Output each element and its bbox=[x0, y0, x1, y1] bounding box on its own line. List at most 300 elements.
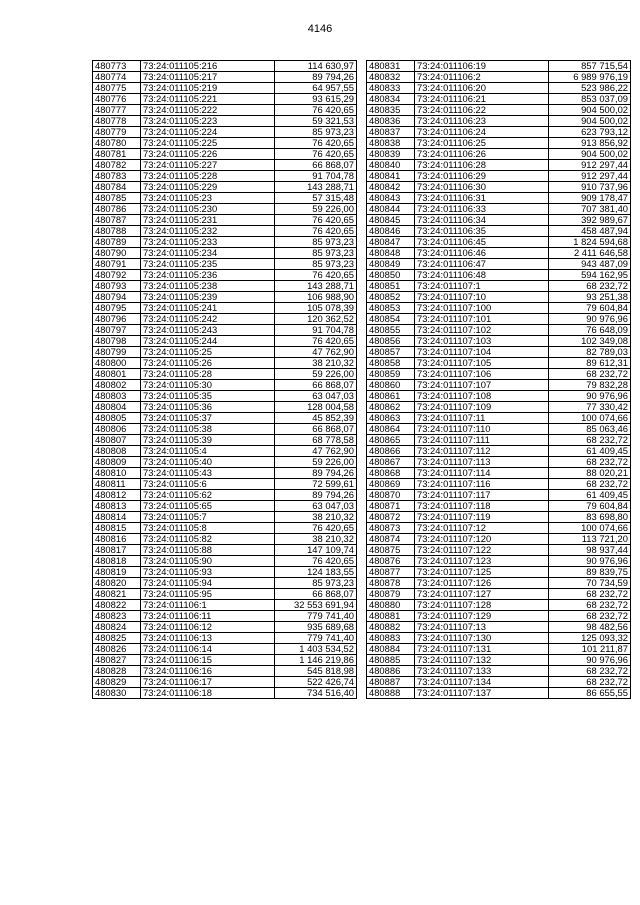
table-row bbox=[93, 611, 357, 622]
value-cell: 79 832,28 bbox=[549, 380, 631, 391]
table-row bbox=[93, 600, 357, 611]
register-table-left bbox=[92, 60, 357, 699]
row-number-cell: 480832 bbox=[367, 72, 415, 83]
value-cell: 120 362,52 bbox=[275, 314, 357, 325]
value-cell: 85 063,46 bbox=[549, 424, 631, 435]
table-row bbox=[93, 545, 357, 556]
row-number-cell: 480856 bbox=[367, 336, 415, 347]
cadastral-number-cell: 73:24:011105:39 bbox=[141, 435, 275, 446]
cadastral-number-cell: 73:24:011107:12 bbox=[415, 523, 549, 534]
row-number-cell: 480811 bbox=[93, 479, 141, 490]
value-cell: 98 482,56 bbox=[549, 622, 631, 633]
row-number-cell: 480872 bbox=[367, 512, 415, 523]
cadastral-number-cell: 73:24:011105:38 bbox=[141, 424, 275, 435]
table-row bbox=[367, 281, 631, 292]
row-number-cell: 480803 bbox=[93, 391, 141, 402]
row-number-cell: 480789 bbox=[93, 237, 141, 248]
table-row bbox=[93, 556, 357, 567]
value-cell: 89 612,31 bbox=[549, 358, 631, 369]
row-number-cell: 480810 bbox=[93, 468, 141, 479]
row-number-cell: 480802 bbox=[93, 380, 141, 391]
row-number-cell: 480785 bbox=[93, 193, 141, 204]
row-number-cell: 480854 bbox=[367, 314, 415, 325]
value-cell: 623 793,12 bbox=[549, 127, 631, 138]
value-cell: 734 516,40 bbox=[275, 688, 357, 699]
table-row bbox=[93, 479, 357, 490]
row-number-cell: 480805 bbox=[93, 413, 141, 424]
value-cell: 38 210,32 bbox=[275, 534, 357, 545]
row-number-cell: 480822 bbox=[93, 600, 141, 611]
cadastral-number-cell: 73:24:011105:90 bbox=[141, 556, 275, 567]
cadastral-number-cell: 73:24:011107:128 bbox=[415, 600, 549, 611]
cadastral-number-cell: 73:24:011105:36 bbox=[141, 402, 275, 413]
row-number-cell: 480852 bbox=[367, 292, 415, 303]
value-cell: 128 004,58 bbox=[275, 402, 357, 413]
cadastral-number-cell: 73:24:011106:23 bbox=[415, 116, 549, 127]
table-row bbox=[367, 655, 631, 666]
cadastral-number-cell: 73:24:011106:12 bbox=[141, 622, 275, 633]
row-number-cell: 480844 bbox=[367, 204, 415, 215]
value-cell: 90 976,96 bbox=[549, 655, 631, 666]
cadastral-number-cell: 73:24:011107:120 bbox=[415, 534, 549, 545]
cadastral-number-cell: 73:24:011106:1 bbox=[141, 600, 275, 611]
cadastral-number-cell: 73:24:011105:230 bbox=[141, 204, 275, 215]
cadastral-number-cell: 73:24:011105:229 bbox=[141, 182, 275, 193]
table-row bbox=[367, 435, 631, 446]
cadastral-number-cell: 73:24:011107:122 bbox=[415, 545, 549, 556]
table-row bbox=[93, 589, 357, 600]
row-number-cell: 480783 bbox=[93, 171, 141, 182]
value-cell: 85 973,23 bbox=[275, 237, 357, 248]
value-cell: 124 183,55 bbox=[275, 567, 357, 578]
row-number-cell: 480865 bbox=[367, 435, 415, 446]
value-cell: 912 297,44 bbox=[549, 171, 631, 182]
cadastral-number-cell: 73:24:011106:47 bbox=[415, 259, 549, 270]
cadastral-number-cell: 73:24:011105:243 bbox=[141, 325, 275, 336]
cadastral-number-cell: 73:24:011106:18 bbox=[141, 688, 275, 699]
table-row bbox=[367, 127, 631, 138]
value-cell: 522 426,74 bbox=[275, 677, 357, 688]
value-cell: 63 047,03 bbox=[275, 501, 357, 512]
row-number-cell: 480814 bbox=[93, 512, 141, 523]
row-number-cell: 480821 bbox=[93, 589, 141, 600]
value-cell: 64 957,55 bbox=[275, 83, 357, 94]
value-cell: 114 630,97 bbox=[275, 61, 357, 72]
value-cell: 66 868,07 bbox=[275, 424, 357, 435]
cadastral-number-cell: 73:24:011106:19 bbox=[415, 61, 549, 72]
row-number-cell: 480863 bbox=[367, 413, 415, 424]
cadastral-number-cell: 73:24:011106:28 bbox=[415, 160, 549, 171]
value-cell: 2 411 646,58 bbox=[549, 248, 631, 259]
table-row bbox=[367, 270, 631, 281]
table-row bbox=[367, 523, 631, 534]
table-row bbox=[93, 534, 357, 545]
cadastral-number-cell: 73:24:011106:13 bbox=[141, 633, 275, 644]
row-number-cell: 480851 bbox=[367, 281, 415, 292]
value-cell: 76 420,65 bbox=[275, 270, 357, 281]
row-number-cell: 480792 bbox=[93, 270, 141, 281]
row-number-cell: 480837 bbox=[367, 127, 415, 138]
cadastral-number-cell: 73:24:011105:216 bbox=[141, 61, 275, 72]
cadastral-number-cell: 73:24:011105:224 bbox=[141, 127, 275, 138]
table-row bbox=[367, 677, 631, 688]
row-number-cell: 480846 bbox=[367, 226, 415, 237]
value-cell: 85 973,23 bbox=[275, 259, 357, 270]
value-cell: 76 420,65 bbox=[275, 556, 357, 567]
value-cell: 113 721,20 bbox=[549, 534, 631, 545]
value-cell: 76 420,65 bbox=[275, 149, 357, 160]
register-table-right-body bbox=[367, 61, 631, 699]
row-number-cell: 480794 bbox=[93, 292, 141, 303]
row-number-cell: 480778 bbox=[93, 116, 141, 127]
table-row bbox=[367, 303, 631, 314]
cadastral-number-cell: 73:24:011107:102 bbox=[415, 325, 549, 336]
value-cell: 76 420,65 bbox=[275, 336, 357, 347]
row-number-cell: 480804 bbox=[93, 402, 141, 413]
table-row bbox=[93, 402, 357, 413]
value-cell: 89 794,26 bbox=[275, 490, 357, 501]
table-row bbox=[93, 336, 357, 347]
row-number-cell: 480775 bbox=[93, 83, 141, 94]
row-number-cell: 480776 bbox=[93, 94, 141, 105]
cadastral-number-cell: 73:24:011107:1 bbox=[415, 281, 549, 292]
cadastral-number-cell: 73:24:011105:238 bbox=[141, 281, 275, 292]
row-number-cell: 480857 bbox=[367, 347, 415, 358]
value-cell: 943 487,09 bbox=[549, 259, 631, 270]
row-number-cell: 480839 bbox=[367, 149, 415, 160]
cadastral-number-cell: 73:24:011107:118 bbox=[415, 501, 549, 512]
table-row bbox=[367, 413, 631, 424]
row-number-cell: 480860 bbox=[367, 380, 415, 391]
cadastral-number-cell: 73:24:011107:125 bbox=[415, 567, 549, 578]
cadastral-number-cell: 73:24:011107:106 bbox=[415, 369, 549, 380]
table-row bbox=[367, 446, 631, 457]
value-cell: 707 381,40 bbox=[549, 204, 631, 215]
value-cell: 32 553 691,94 bbox=[275, 600, 357, 611]
row-number-cell: 480836 bbox=[367, 116, 415, 127]
table-row bbox=[367, 292, 631, 303]
value-cell: 61 409,45 bbox=[549, 490, 631, 501]
cadastral-number-cell: 73:24:011105:88 bbox=[141, 545, 275, 556]
value-cell: 68 232,72 bbox=[549, 600, 631, 611]
row-number-cell: 480835 bbox=[367, 105, 415, 116]
cadastral-number-cell: 73:24:011105:37 bbox=[141, 413, 275, 424]
table-row bbox=[93, 83, 357, 94]
row-number-cell: 480867 bbox=[367, 457, 415, 468]
value-cell: 68 232,72 bbox=[549, 611, 631, 622]
value-cell: 1 403 534,52 bbox=[275, 644, 357, 655]
value-cell: 91 704,78 bbox=[275, 171, 357, 182]
value-cell: 38 210,32 bbox=[275, 358, 357, 369]
row-number-cell: 480777 bbox=[93, 105, 141, 116]
table-row bbox=[367, 248, 631, 259]
cadastral-number-cell: 73:24:011107:100 bbox=[415, 303, 549, 314]
cadastral-number-cell: 73:24:011106:34 bbox=[415, 215, 549, 226]
cadastral-number-cell: 73:24:011105:217 bbox=[141, 72, 275, 83]
table-row bbox=[93, 644, 357, 655]
row-number-cell: 480866 bbox=[367, 446, 415, 457]
value-cell: 904 500,02 bbox=[549, 116, 631, 127]
table-row bbox=[367, 578, 631, 589]
value-cell: 89 794,26 bbox=[275, 468, 357, 479]
table-row bbox=[93, 578, 357, 589]
table-row bbox=[367, 600, 631, 611]
row-number-cell: 480848 bbox=[367, 248, 415, 259]
row-number-cell: 480795 bbox=[93, 303, 141, 314]
row-number-cell: 480808 bbox=[93, 446, 141, 457]
cadastral-number-cell: 73:24:011105:241 bbox=[141, 303, 275, 314]
value-cell: 545 818,98 bbox=[275, 666, 357, 677]
cadastral-number-cell: 73:24:011105:234 bbox=[141, 248, 275, 259]
table-row bbox=[367, 369, 631, 380]
table-row bbox=[93, 655, 357, 666]
value-cell: 392 989,67 bbox=[549, 215, 631, 226]
cadastral-number-cell: 73:24:011105:95 bbox=[141, 589, 275, 600]
row-number-cell: 480855 bbox=[367, 325, 415, 336]
cadastral-number-cell: 73:24:011106:21 bbox=[415, 94, 549, 105]
row-number-cell: 480816 bbox=[93, 534, 141, 545]
page-number: 4146 bbox=[307, 23, 333, 35]
table-row bbox=[93, 303, 357, 314]
value-cell: 6 989 976,19 bbox=[549, 72, 631, 83]
cadastral-number-cell: 73:24:011107:134 bbox=[415, 677, 549, 688]
cadastral-number-cell: 73:24:011105:232 bbox=[141, 226, 275, 237]
cadastral-number-cell: 73:24:011105:93 bbox=[141, 567, 275, 578]
row-number-cell: 480796 bbox=[93, 314, 141, 325]
table-row bbox=[93, 424, 357, 435]
table-row bbox=[367, 171, 631, 182]
cadastral-number-cell: 73:24:011106:24 bbox=[415, 127, 549, 138]
cadastral-number-cell: 73:24:011105:23 bbox=[141, 193, 275, 204]
cadastral-number-cell: 73:24:011106:16 bbox=[141, 666, 275, 677]
value-cell: 68 232,72 bbox=[549, 589, 631, 600]
row-number-cell: 480880 bbox=[367, 600, 415, 611]
table-row bbox=[367, 259, 631, 270]
cadastral-number-cell: 73:24:011107:110 bbox=[415, 424, 549, 435]
row-number-cell: 480859 bbox=[367, 369, 415, 380]
row-number-cell: 480793 bbox=[93, 281, 141, 292]
row-number-cell: 480817 bbox=[93, 545, 141, 556]
table-row bbox=[93, 61, 357, 72]
value-cell: 66 868,07 bbox=[275, 589, 357, 600]
table-row bbox=[367, 72, 631, 83]
value-cell: 85 973,23 bbox=[275, 578, 357, 589]
cadastral-number-cell: 73:24:011106:30 bbox=[415, 182, 549, 193]
cadastral-number-cell: 73:24:011105:221 bbox=[141, 94, 275, 105]
cadastral-number-cell: 73:24:011105:233 bbox=[141, 237, 275, 248]
table-row bbox=[367, 391, 631, 402]
cadastral-number-cell: 73:24:011107:114 bbox=[415, 468, 549, 479]
row-number-cell: 480831 bbox=[367, 61, 415, 72]
cadastral-number-cell: 73:24:011107:129 bbox=[415, 611, 549, 622]
cadastral-number-cell: 73:24:011105:225 bbox=[141, 138, 275, 149]
value-cell: 102 349,08 bbox=[549, 336, 631, 347]
cadastral-number-cell: 73:24:011105:239 bbox=[141, 292, 275, 303]
value-cell: 47 762,90 bbox=[275, 446, 357, 457]
value-cell: 1 146 219,86 bbox=[275, 655, 357, 666]
row-number-cell: 480826 bbox=[93, 644, 141, 655]
value-cell: 38 210,32 bbox=[275, 512, 357, 523]
table-row bbox=[93, 457, 357, 468]
table-row bbox=[93, 512, 357, 523]
cadastral-number-cell: 73:24:011105:244 bbox=[141, 336, 275, 347]
value-cell: 90 976,96 bbox=[549, 391, 631, 402]
cadastral-number-cell: 73:24:011105:30 bbox=[141, 380, 275, 391]
cadastral-number-cell: 73:24:011105:231 bbox=[141, 215, 275, 226]
table-row bbox=[367, 534, 631, 545]
value-cell: 70 734,59 bbox=[549, 578, 631, 589]
cadastral-number-cell: 73:24:011106:11 bbox=[141, 611, 275, 622]
table-row bbox=[367, 633, 631, 644]
cadastral-number-cell: 73:24:011107:126 bbox=[415, 578, 549, 589]
value-cell: 79 604,84 bbox=[549, 501, 631, 512]
cadastral-number-cell: 73:24:011105:35 bbox=[141, 391, 275, 402]
table-row bbox=[367, 402, 631, 413]
row-number-cell: 480878 bbox=[367, 578, 415, 589]
row-number-cell: 480870 bbox=[367, 490, 415, 501]
table-row bbox=[367, 611, 631, 622]
table-row bbox=[93, 105, 357, 116]
table-row bbox=[93, 413, 357, 424]
table-row bbox=[93, 138, 357, 149]
table-row bbox=[367, 237, 631, 248]
value-cell: 59 226,00 bbox=[275, 369, 357, 380]
table-row bbox=[367, 83, 631, 94]
row-number-cell: 480873 bbox=[367, 523, 415, 534]
cadastral-number-cell: 73:24:011107:111 bbox=[415, 435, 549, 446]
row-number-cell: 480864 bbox=[367, 424, 415, 435]
cadastral-number-cell: 73:24:011106:48 bbox=[415, 270, 549, 281]
cadastral-number-cell: 73:24:011107:137 bbox=[415, 688, 549, 699]
table-row bbox=[93, 325, 357, 336]
row-number-cell: 480876 bbox=[367, 556, 415, 567]
value-cell: 68 232,72 bbox=[549, 677, 631, 688]
value-cell: 93 251,38 bbox=[549, 292, 631, 303]
table-row bbox=[93, 292, 357, 303]
table-row bbox=[93, 182, 357, 193]
table-row bbox=[367, 182, 631, 193]
value-cell: 904 500,02 bbox=[549, 105, 631, 116]
cadastral-number-cell: 73:24:011107:10 bbox=[415, 292, 549, 303]
value-cell: 86 655,55 bbox=[549, 688, 631, 699]
row-number-cell: 480853 bbox=[367, 303, 415, 314]
value-cell: 935 689,68 bbox=[275, 622, 357, 633]
table-row bbox=[93, 567, 357, 578]
value-cell: 59 321,53 bbox=[275, 116, 357, 127]
cadastral-number-cell: 73:24:011105:94 bbox=[141, 578, 275, 589]
cadastral-number-cell: 73:24:011106:45 bbox=[415, 237, 549, 248]
value-cell: 913 856,92 bbox=[549, 138, 631, 149]
value-cell: 76 420,65 bbox=[275, 215, 357, 226]
value-cell: 68 232,72 bbox=[549, 369, 631, 380]
row-number-cell: 480829 bbox=[93, 677, 141, 688]
cadastral-number-cell: 73:24:011107:117 bbox=[415, 490, 549, 501]
row-number-cell: 480807 bbox=[93, 435, 141, 446]
value-cell: 59 226,00 bbox=[275, 204, 357, 215]
row-number-cell: 480791 bbox=[93, 259, 141, 270]
table-row bbox=[93, 127, 357, 138]
row-number-cell: 480820 bbox=[93, 578, 141, 589]
table-row bbox=[93, 358, 357, 369]
value-cell: 77 330,42 bbox=[549, 402, 631, 413]
row-number-cell: 480862 bbox=[367, 402, 415, 413]
cadastral-number-cell: 73:24:011106:2 bbox=[415, 72, 549, 83]
cadastral-number-cell: 73:24:011107:109 bbox=[415, 402, 549, 413]
table-row bbox=[367, 325, 631, 336]
row-number-cell: 480774 bbox=[93, 72, 141, 83]
table-row bbox=[367, 314, 631, 325]
cadastral-number-cell: 73:24:011105:65 bbox=[141, 501, 275, 512]
value-cell: 63 047,03 bbox=[275, 391, 357, 402]
row-number-cell: 480788 bbox=[93, 226, 141, 237]
row-number-cell: 480797 bbox=[93, 325, 141, 336]
row-number-cell: 480882 bbox=[367, 622, 415, 633]
cadastral-number-cell: 73:24:011105:219 bbox=[141, 83, 275, 94]
table-row bbox=[367, 336, 631, 347]
table-row bbox=[93, 380, 357, 391]
value-cell: 85 973,23 bbox=[275, 127, 357, 138]
table-row bbox=[93, 391, 357, 402]
row-number-cell: 480801 bbox=[93, 369, 141, 380]
row-number-cell: 480886 bbox=[367, 666, 415, 677]
row-number-cell: 480827 bbox=[93, 655, 141, 666]
value-cell: 910 737,96 bbox=[549, 182, 631, 193]
cadastral-number-cell: 73:24:011106:29 bbox=[415, 171, 549, 182]
table-row bbox=[93, 193, 357, 204]
row-number-cell: 480885 bbox=[367, 655, 415, 666]
value-cell: 594 162,95 bbox=[549, 270, 631, 281]
table-row bbox=[93, 666, 357, 677]
row-number-cell: 480813 bbox=[93, 501, 141, 512]
table-row bbox=[93, 314, 357, 325]
table-row bbox=[367, 215, 631, 226]
row-number-cell: 480843 bbox=[367, 193, 415, 204]
table-row bbox=[367, 149, 631, 160]
cadastral-number-cell: 73:24:011105:40 bbox=[141, 457, 275, 468]
table-row bbox=[367, 545, 631, 556]
table-row bbox=[367, 468, 631, 479]
table-row bbox=[367, 424, 631, 435]
table-row bbox=[367, 512, 631, 523]
table-row bbox=[93, 237, 357, 248]
row-number-cell: 480806 bbox=[93, 424, 141, 435]
row-number-cell: 480858 bbox=[367, 358, 415, 369]
table-row bbox=[367, 688, 631, 699]
table-row bbox=[93, 347, 357, 358]
cadastral-number-cell: 73:24:011107:130 bbox=[415, 633, 549, 644]
row-number-cell: 480850 bbox=[367, 270, 415, 281]
table-row bbox=[93, 94, 357, 105]
cadastral-number-cell: 73:24:011107:123 bbox=[415, 556, 549, 567]
cadastral-number-cell: 73:24:011105:236 bbox=[141, 270, 275, 281]
table-row bbox=[93, 369, 357, 380]
cadastral-number-cell: 73:24:011105:222 bbox=[141, 105, 275, 116]
row-number-cell: 480871 bbox=[367, 501, 415, 512]
value-cell: 89 794,26 bbox=[275, 72, 357, 83]
table-row bbox=[93, 204, 357, 215]
cadastral-number-cell: 73:24:011105:25 bbox=[141, 347, 275, 358]
value-cell: 90 976,96 bbox=[549, 314, 631, 325]
table-row bbox=[93, 501, 357, 512]
row-number-cell: 480874 bbox=[367, 534, 415, 545]
table-row bbox=[367, 479, 631, 490]
row-number-cell: 480790 bbox=[93, 248, 141, 259]
cadastral-number-cell: 73:24:011107:13 bbox=[415, 622, 549, 633]
row-number-cell: 480825 bbox=[93, 633, 141, 644]
value-cell: 76 420,65 bbox=[275, 138, 357, 149]
value-cell: 857 715,54 bbox=[549, 61, 631, 72]
cadastral-number-cell: 73:24:011106:35 bbox=[415, 226, 549, 237]
